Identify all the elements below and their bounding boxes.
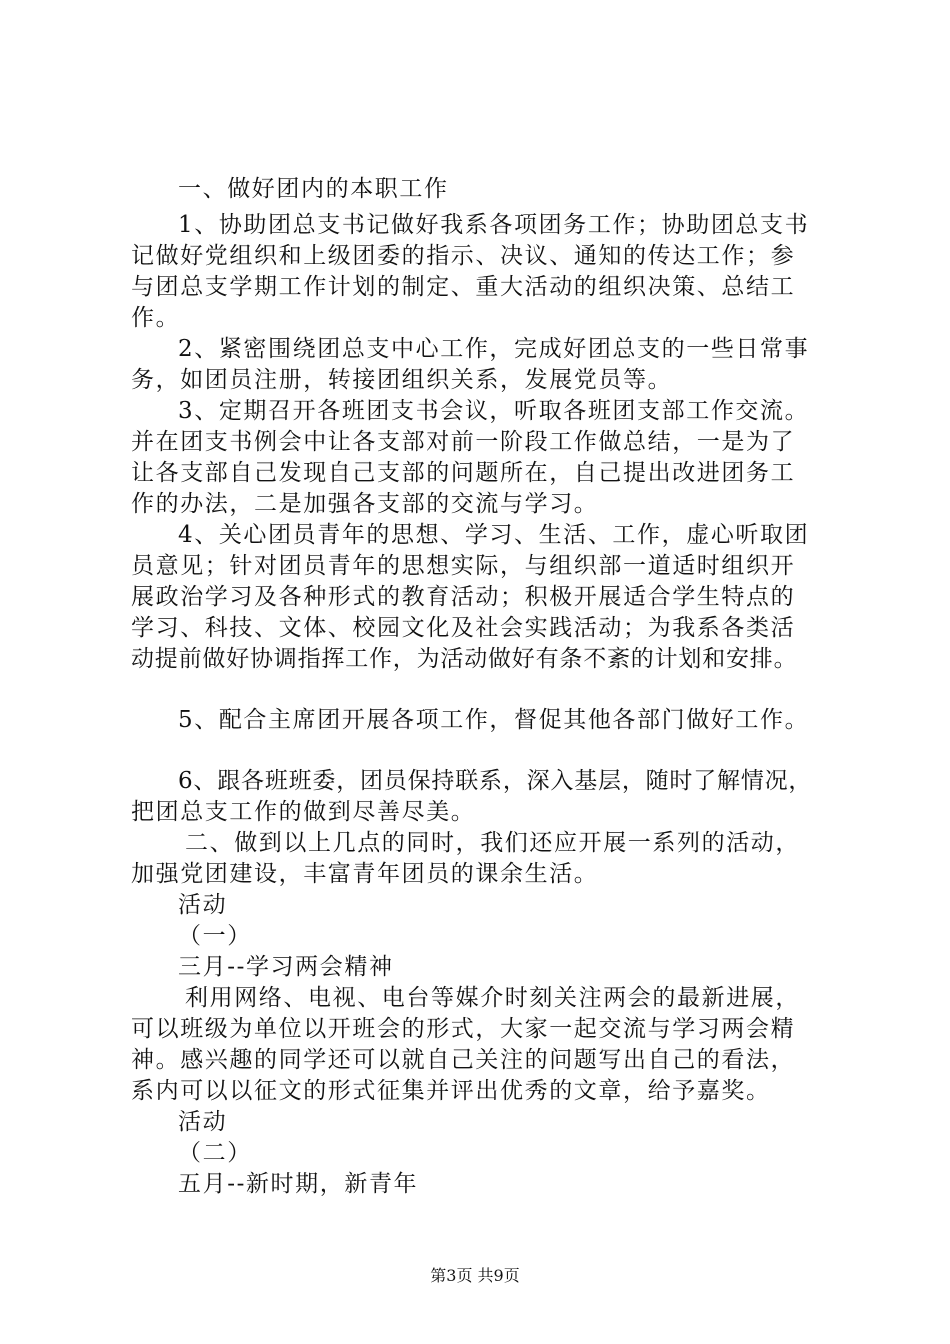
activity-label: 活动	[178, 892, 228, 918]
paragraph-line: 把团总支工作的做到尽善尽美。	[131, 799, 476, 825]
paragraph-line: 利用网络、电视、电台等媒介时刻关注两会的最新进展，	[185, 985, 800, 1011]
paragraph-line: 5、配合主席团开展各项工作，督促其他各部门做好工作。	[178, 707, 810, 733]
paragraph-line: 与团总支学期工作计划的制定、重大活动的组织决策、总结工	[131, 274, 796, 300]
paragraph-line: 加强党团建设，丰富青年团员的课余生活。	[131, 861, 599, 887]
paragraph-line: 作。	[131, 305, 181, 331]
paragraph-line: 神。感兴趣的同学还可以就自己关注的问题写出自己的看法，	[131, 1047, 796, 1073]
paragraph-line: 3、定期召开各班团支书会议，听取各班团支部工作交流。	[178, 398, 810, 424]
paragraph-line: 系内可以以征文的形式征集并评出优秀的文章，给予嘉奖。	[131, 1078, 771, 1104]
section-heading: 二、做到以上几点的同时，我们还应开展一系列的活动，	[185, 830, 800, 856]
activity-title: 五月--新时期，新青年	[178, 1171, 419, 1197]
paragraph-line: 展政治学习及各种形式的教育活动；积极开展适合学生特点的	[131, 584, 796, 610]
activity-number: （二）	[178, 1140, 252, 1166]
section-heading: 一、做好团内的本职工作	[178, 176, 449, 202]
paragraph-line: 员意见；针对团员青年的思想实际，与组织部一道适时组织开	[131, 553, 796, 579]
paragraph-line: 让各支部自己发现自己支部的问题所在，自己提出改进团务工	[131, 460, 796, 486]
activity-title: 三月--学习两会精神	[178, 954, 394, 980]
page-number-footer: 第3页 共9页	[430, 1266, 520, 1285]
paragraph-line: 6、跟各班班委，团员保持联系，深入基层，随时了解情况，	[178, 768, 813, 794]
activity-label: 活动	[178, 1109, 228, 1135]
paragraph-line: 动提前做好协调指挥工作，为活动做好有条不紊的计划和安排。	[131, 646, 798, 672]
paragraph-line: 1、协助团总支书记做好我系各项团务工作；协助团总支书	[178, 212, 810, 238]
paragraph-line: 务，如团员注册，转接团组织关系，发展党员等。	[131, 367, 673, 393]
paragraph-line: 2、紧密围绕团总支中心工作，完成好团总支的一些日常事	[178, 336, 810, 362]
activity-number: （一）	[178, 923, 252, 949]
paragraph-line: 学习、科技、文体、校园文化及社会实践活动；为我系各类活	[131, 615, 796, 641]
paragraph-line: 可以班级为单位以开班会的形式，大家一起交流与学习两会精	[131, 1016, 796, 1042]
paragraph-line: 并在团支书例会中让各支部对前一阶段工作做总结，一是为了	[131, 429, 796, 455]
paragraph-line: 记做好党组织和上级团委的指示、决议、通知的传达工作；参	[131, 243, 796, 269]
paragraph-line: 作的办法，二是加强各支部的交流与学习。	[131, 491, 599, 517]
paragraph-line: 4、关心团员青年的思想、学习、生活、工作，虚心听取团	[178, 522, 810, 548]
